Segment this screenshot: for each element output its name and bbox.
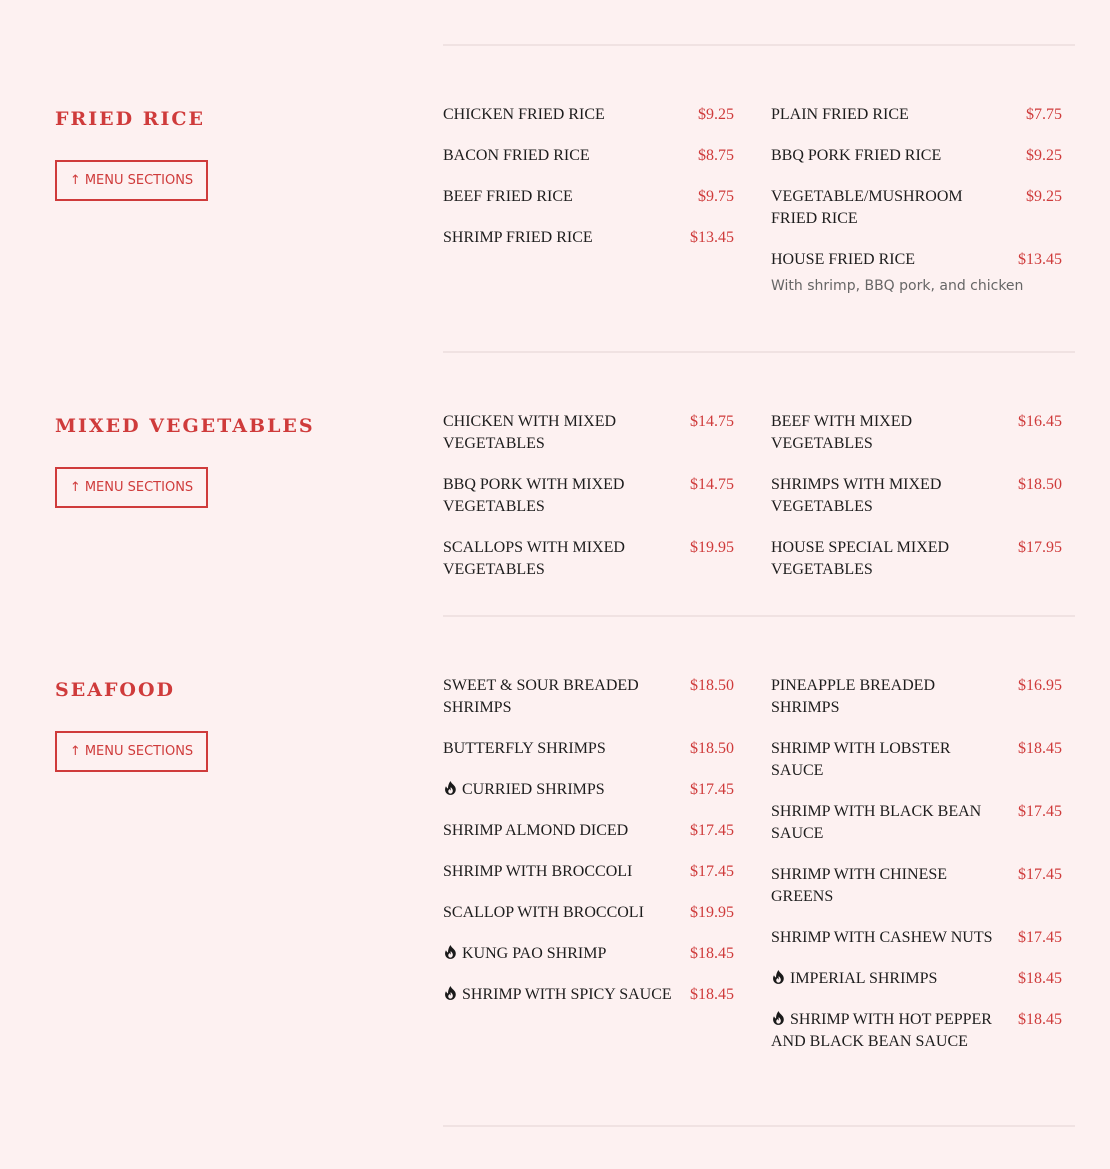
menu-item	[771, 1009, 1062, 1053]
menu-item	[443, 537, 734, 581]
menu-item-name	[771, 249, 1006, 271]
menu-item	[771, 801, 1062, 845]
menu-item-name	[443, 227, 678, 249]
menu-item-price: $7.75	[1026, 106, 1062, 123]
menu-item-price: $13.45	[1018, 251, 1062, 268]
menu-item-name	[771, 864, 1006, 908]
menu-item-name	[443, 984, 678, 1006]
menu-item-name	[771, 474, 1006, 518]
menu-sections-button[interactable]: ↑ MENU SECTIONS	[55, 160, 208, 201]
menu-item-name	[771, 801, 1006, 845]
menu-item	[443, 227, 734, 249]
menu-item	[771, 738, 1062, 782]
menu-item-name	[443, 738, 678, 760]
menu-item-price: $17.45	[690, 863, 734, 880]
menu-item-price: $17.45	[690, 781, 734, 798]
menu-item	[443, 145, 734, 167]
menu-item-label: BBQ PORK FRIED RICE	[771, 147, 942, 164]
menu-item-name	[443, 474, 678, 518]
menu-item-price: $9.25	[698, 106, 734, 123]
menu-item	[771, 145, 1062, 167]
menu-item-label: SHRIMP WITH CASHEW NUTS	[771, 929, 993, 946]
menu-column-left	[443, 675, 734, 1025]
menu-item-price: $17.45	[690, 822, 734, 839]
menu-item-price: $18.45	[690, 986, 734, 1003]
menu-item-price: $17.45	[1018, 929, 1062, 946]
menu-item-name	[771, 1009, 1006, 1053]
menu-item	[771, 968, 1062, 990]
menu-item	[443, 186, 734, 208]
menu-item	[443, 820, 734, 842]
menu-item-label: BUTTERFLY SHRIMPS	[443, 740, 606, 757]
menu-item-name	[443, 145, 678, 167]
menu-item-label: SHRIMP WITH CHINESE GREENS	[771, 866, 948, 905]
menu-item-label: SCALLOP WITH BROCCOLI	[443, 904, 644, 921]
menu-item-price: $18.45	[690, 945, 734, 962]
menu-item-name	[443, 537, 678, 581]
menu-column-left	[443, 104, 734, 268]
flame-icon	[443, 985, 458, 1001]
menu-item-label: PLAIN FRIED RICE	[771, 106, 909, 123]
menu-item	[443, 902, 734, 924]
menu-item	[771, 474, 1062, 518]
menu-item-price: $16.95	[1018, 677, 1062, 694]
menu-item-price: $14.75	[690, 413, 734, 430]
menu-item-label: KUNG PAO SHRIMP	[462, 945, 607, 962]
menu-item	[771, 411, 1062, 455]
section-title: FRIED RICE	[55, 108, 206, 130]
menu-item-label: SHRIMP FRIED RICE	[443, 229, 593, 246]
menu-item-name	[771, 411, 1006, 455]
menu-item-name	[771, 968, 1006, 990]
menu-item-label: IMPERIAL SHRIMPS	[790, 970, 938, 987]
menu-item-price: $9.25	[1026, 147, 1062, 164]
menu-item-price: $19.95	[690, 539, 734, 556]
menu-item-price: $17.45	[1018, 866, 1062, 883]
menu-column-right	[771, 104, 1062, 314]
menu-item-price: $17.95	[1018, 539, 1062, 556]
menu-item-price: $18.45	[1018, 1011, 1062, 1028]
menu-item-name	[771, 537, 1006, 581]
menu-item-name	[443, 186, 678, 208]
menu-item-label: CHICKEN WITH MIXED VEGETABLES	[443, 413, 617, 452]
menu-item	[443, 675, 734, 719]
flame-icon	[771, 969, 786, 985]
menu-item-label: VEGETABLE/MUSHROOM FRIED RICE	[771, 188, 963, 227]
menu-item	[771, 186, 1062, 230]
menu-item-price: $9.25	[1026, 188, 1062, 205]
menu-item-label: CHICKEN FRIED RICE	[443, 106, 605, 123]
menu-item-price: $18.50	[1018, 476, 1062, 493]
menu-item	[771, 104, 1062, 126]
menu-item-price: $18.45	[1018, 740, 1062, 757]
menu-item	[443, 104, 734, 126]
menu-item-name	[771, 738, 1006, 782]
menu-item	[443, 474, 734, 518]
menu-item	[771, 927, 1062, 949]
menu-item-label: BEEF FRIED RICE	[443, 188, 573, 205]
menu-column-right	[771, 675, 1062, 1072]
section-title: MIXED VEGETABLES	[55, 415, 315, 437]
menu-item-name	[771, 104, 1006, 126]
menu-item-name	[771, 145, 1006, 167]
menu-item-label: BEEF WITH MIXED VEGETABLES	[771, 413, 913, 452]
menu-item	[443, 943, 734, 965]
menu-item-label: BBQ PORK WITH MIXED VEGETABLES	[443, 476, 625, 515]
menu-item-label: SHRIMP WITH BROCCOLI	[443, 863, 633, 880]
menu-item-label: CURRIED SHRIMPS	[462, 781, 605, 798]
menu-item	[443, 738, 734, 760]
menu-item-label: SWEET & SOUR BREADED SHRIMPS	[443, 677, 639, 716]
menu-item-description: With shrimp, BBQ pork, and chicken	[771, 278, 1024, 294]
menu-item-label: HOUSE SPECIAL MIXED VEGETABLES	[771, 539, 950, 578]
menu-item-name	[443, 943, 678, 965]
divider	[443, 1125, 1075, 1127]
menu-item-label: SHRIMP WITH SPICY SAUCE	[462, 986, 672, 1003]
menu-item-name	[443, 861, 678, 883]
menu-item-label: SCALLOPS WITH MIXED VEGETABLES	[443, 539, 625, 578]
menu-item-price: $18.45	[1018, 970, 1062, 987]
menu-sections-button[interactable]: ↑ MENU SECTIONS	[55, 731, 208, 772]
divider	[443, 615, 1075, 617]
menu-item-price: $18.50	[690, 740, 734, 757]
menu-item	[443, 411, 734, 455]
flame-icon	[443, 944, 458, 960]
divider	[443, 44, 1075, 46]
menu-item-price: $13.45	[690, 229, 734, 246]
menu-item	[771, 249, 1062, 295]
menu-item	[771, 864, 1062, 908]
menu-item-price: $14.75	[690, 476, 734, 493]
menu-item-price: $17.45	[1018, 803, 1062, 820]
menu-item-label: SHRIMP WITH BLACK BEAN SAUCE	[771, 803, 982, 842]
menu-item-name	[443, 902, 678, 924]
menu-item-name	[443, 411, 678, 455]
menu-item-label: SHRIMP WITH LOBSTER SAUCE	[771, 740, 951, 779]
menu-item	[443, 779, 734, 801]
menu-item-name	[443, 820, 678, 842]
divider	[443, 351, 1075, 353]
section-title: SEAFOOD	[55, 679, 176, 701]
menu-item-name	[443, 779, 678, 801]
menu-sections-button[interactable]: ↑ MENU SECTIONS	[55, 467, 208, 508]
menu-item-label: HOUSE FRIED RICE	[771, 251, 916, 268]
flame-icon	[771, 1010, 786, 1026]
menu-column-right	[771, 411, 1062, 600]
menu-item-label: SHRIMP WITH HOT PEPPER AND BLACK BEAN SAUCE	[771, 1011, 992, 1050]
menu-item	[443, 861, 734, 883]
menu-item-label: SHRIMP ALMOND DICED	[443, 822, 629, 839]
menu-item-name	[771, 186, 1006, 230]
menu-item-label: SHRIMPS WITH MIXED VEGETABLES	[771, 476, 942, 515]
menu-item-price: $16.45	[1018, 413, 1062, 430]
menu-item-price: $19.95	[690, 904, 734, 921]
menu-item-price: $8.75	[698, 147, 734, 164]
menu-item-price: $9.75	[698, 188, 734, 205]
menu-item-name	[771, 675, 1006, 719]
menu-item-name	[443, 104, 678, 126]
menu-item-name	[771, 927, 1006, 949]
menu-column-left	[443, 411, 734, 600]
flame-icon	[443, 780, 458, 796]
menu-item-price: $18.50	[690, 677, 734, 694]
menu-item	[771, 675, 1062, 719]
menu-item-label: PINEAPPLE BREADED SHRIMPS	[771, 677, 936, 716]
menu-item	[443, 984, 734, 1006]
menu-item	[771, 537, 1062, 581]
menu-item-label: BACON FRIED RICE	[443, 147, 590, 164]
menu-item-name	[443, 675, 678, 719]
